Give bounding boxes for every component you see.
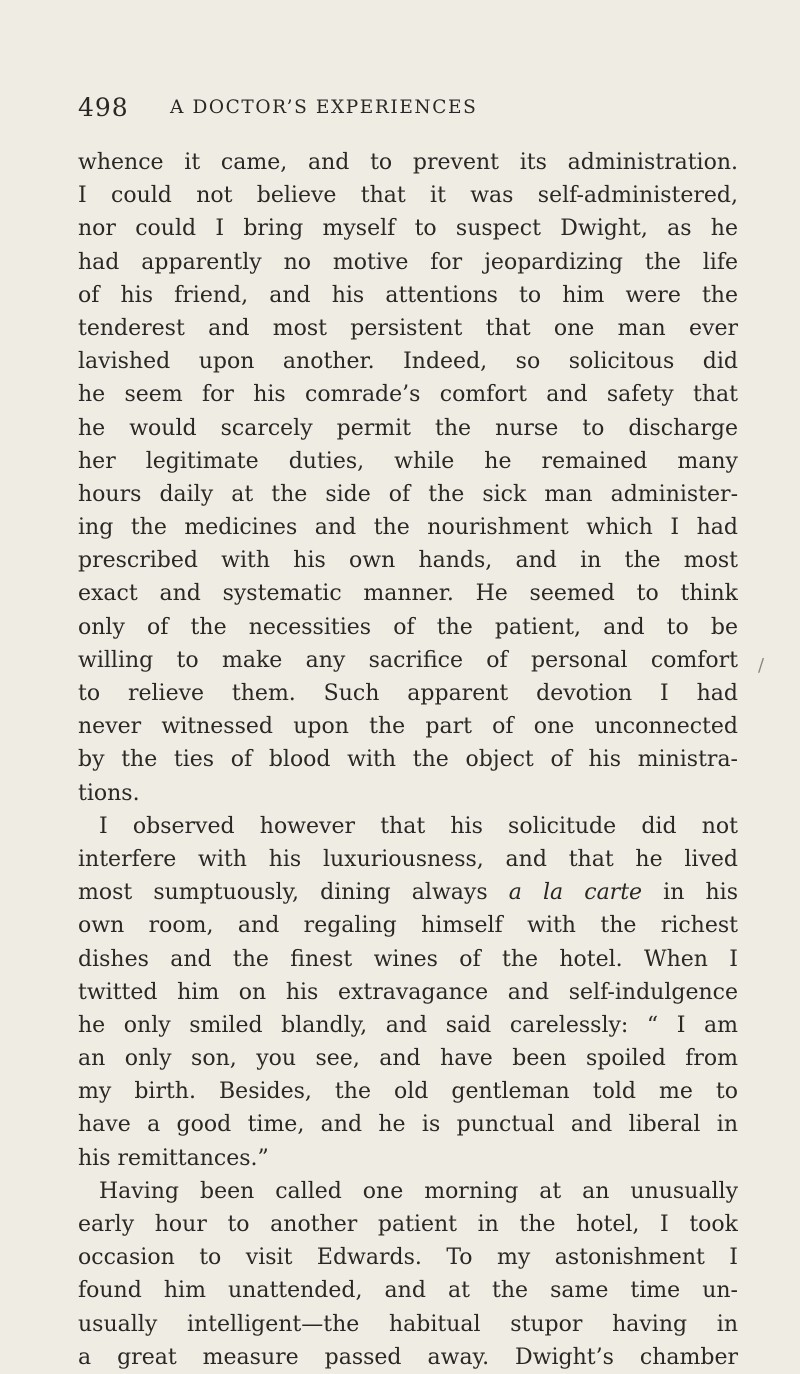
text-line: he only smiled blandly, and said carelessly: “ I am	[78, 1012, 738, 1038]
text-line: exact and systematic manner. He seemed to think	[78, 581, 738, 607]
text-line: willing to make any sacrifice of personal comfort	[78, 647, 738, 673]
body-text	[78, 146, 738, 1374]
text-line: had apparently no motive for jeopardizing the life	[78, 249, 738, 275]
text-line: most sumptuously, dining always a la carte in his	[78, 880, 738, 906]
text-line: ing the medicines and the nourishment which I had	[78, 515, 738, 541]
text-line: whence it came, and to prevent its administration.	[78, 150, 738, 175]
text-line: I observed however that his solicitude did not	[99, 813, 738, 839]
text-line: lavished upon another. Indeed, so solicitous did	[78, 349, 738, 375]
text-line: her legitimate duties, while he remained many	[78, 448, 738, 474]
text-line: hours daily at the side of the sick man administer-	[78, 481, 738, 507]
text-line: Having been called one morning at an unusually	[99, 1178, 738, 1204]
text-line: I could not believe that it was self-administered,	[78, 183, 738, 209]
text-line: he would scarcely permit the nurse to discharge	[78, 415, 738, 441]
text-line: twitted him on his extravagance and self-indulgence	[78, 979, 738, 1005]
text-line: he seem for his comrade’s comfort and safety that	[78, 382, 738, 408]
text-line: occasion to visit Edwards. To my astonishment I	[78, 1245, 738, 1271]
italic-phrase: a la carte	[508, 880, 643, 906]
text-line: early hour to another patient in the hotel, I took	[78, 1212, 738, 1237]
text-line: only of the necessities of the patient, and to be	[78, 614, 738, 640]
text-line: own room, and regaling himself with the richest	[78, 913, 738, 939]
text-line: tions.	[78, 780, 140, 806]
text-line: dishes and the finest wines of the hotel. When I	[78, 946, 738, 972]
text-line: my birth. Besides, the old gentleman told me to	[78, 1079, 738, 1105]
text-line: prescribed with his own hands, and in the most	[78, 548, 738, 574]
text-line: interfere with his luxuriousness, and that he lived	[78, 846, 738, 872]
text-line: a great measure passed away. Dwight’s chamber	[78, 1344, 738, 1370]
margin-mark: /	[758, 655, 765, 676]
text-line: have a good time, and he is punctual and liberal in	[78, 1112, 738, 1138]
page-header	[78, 93, 738, 123]
text-line: never witnessed upon the part of one unconnected	[78, 714, 738, 740]
text-line: an only son, you see, and have been spoiled from	[78, 1046, 738, 1072]
text-line: tenderest and most persistent that one man ever	[78, 315, 738, 341]
text-line: his remittances.”	[78, 1145, 269, 1171]
text-line: nor could I bring myself to suspect Dwight, as he	[78, 216, 738, 242]
text-line: found him unattended, and at the same time un-	[78, 1278, 738, 1304]
text-line: to relieve them. Such apparent devotion I had	[78, 681, 738, 706]
running-head: A DOCTOR’S EXPERIENCES	[170, 97, 478, 118]
text-line: usually intelligent—the habitual stupor having in	[78, 1311, 738, 1337]
page-number: 498	[78, 93, 129, 122]
text-line: by the ties of blood with the object of his ministra-	[78, 747, 738, 773]
text-line: of his friend, and his attentions to him were the	[78, 282, 738, 308]
